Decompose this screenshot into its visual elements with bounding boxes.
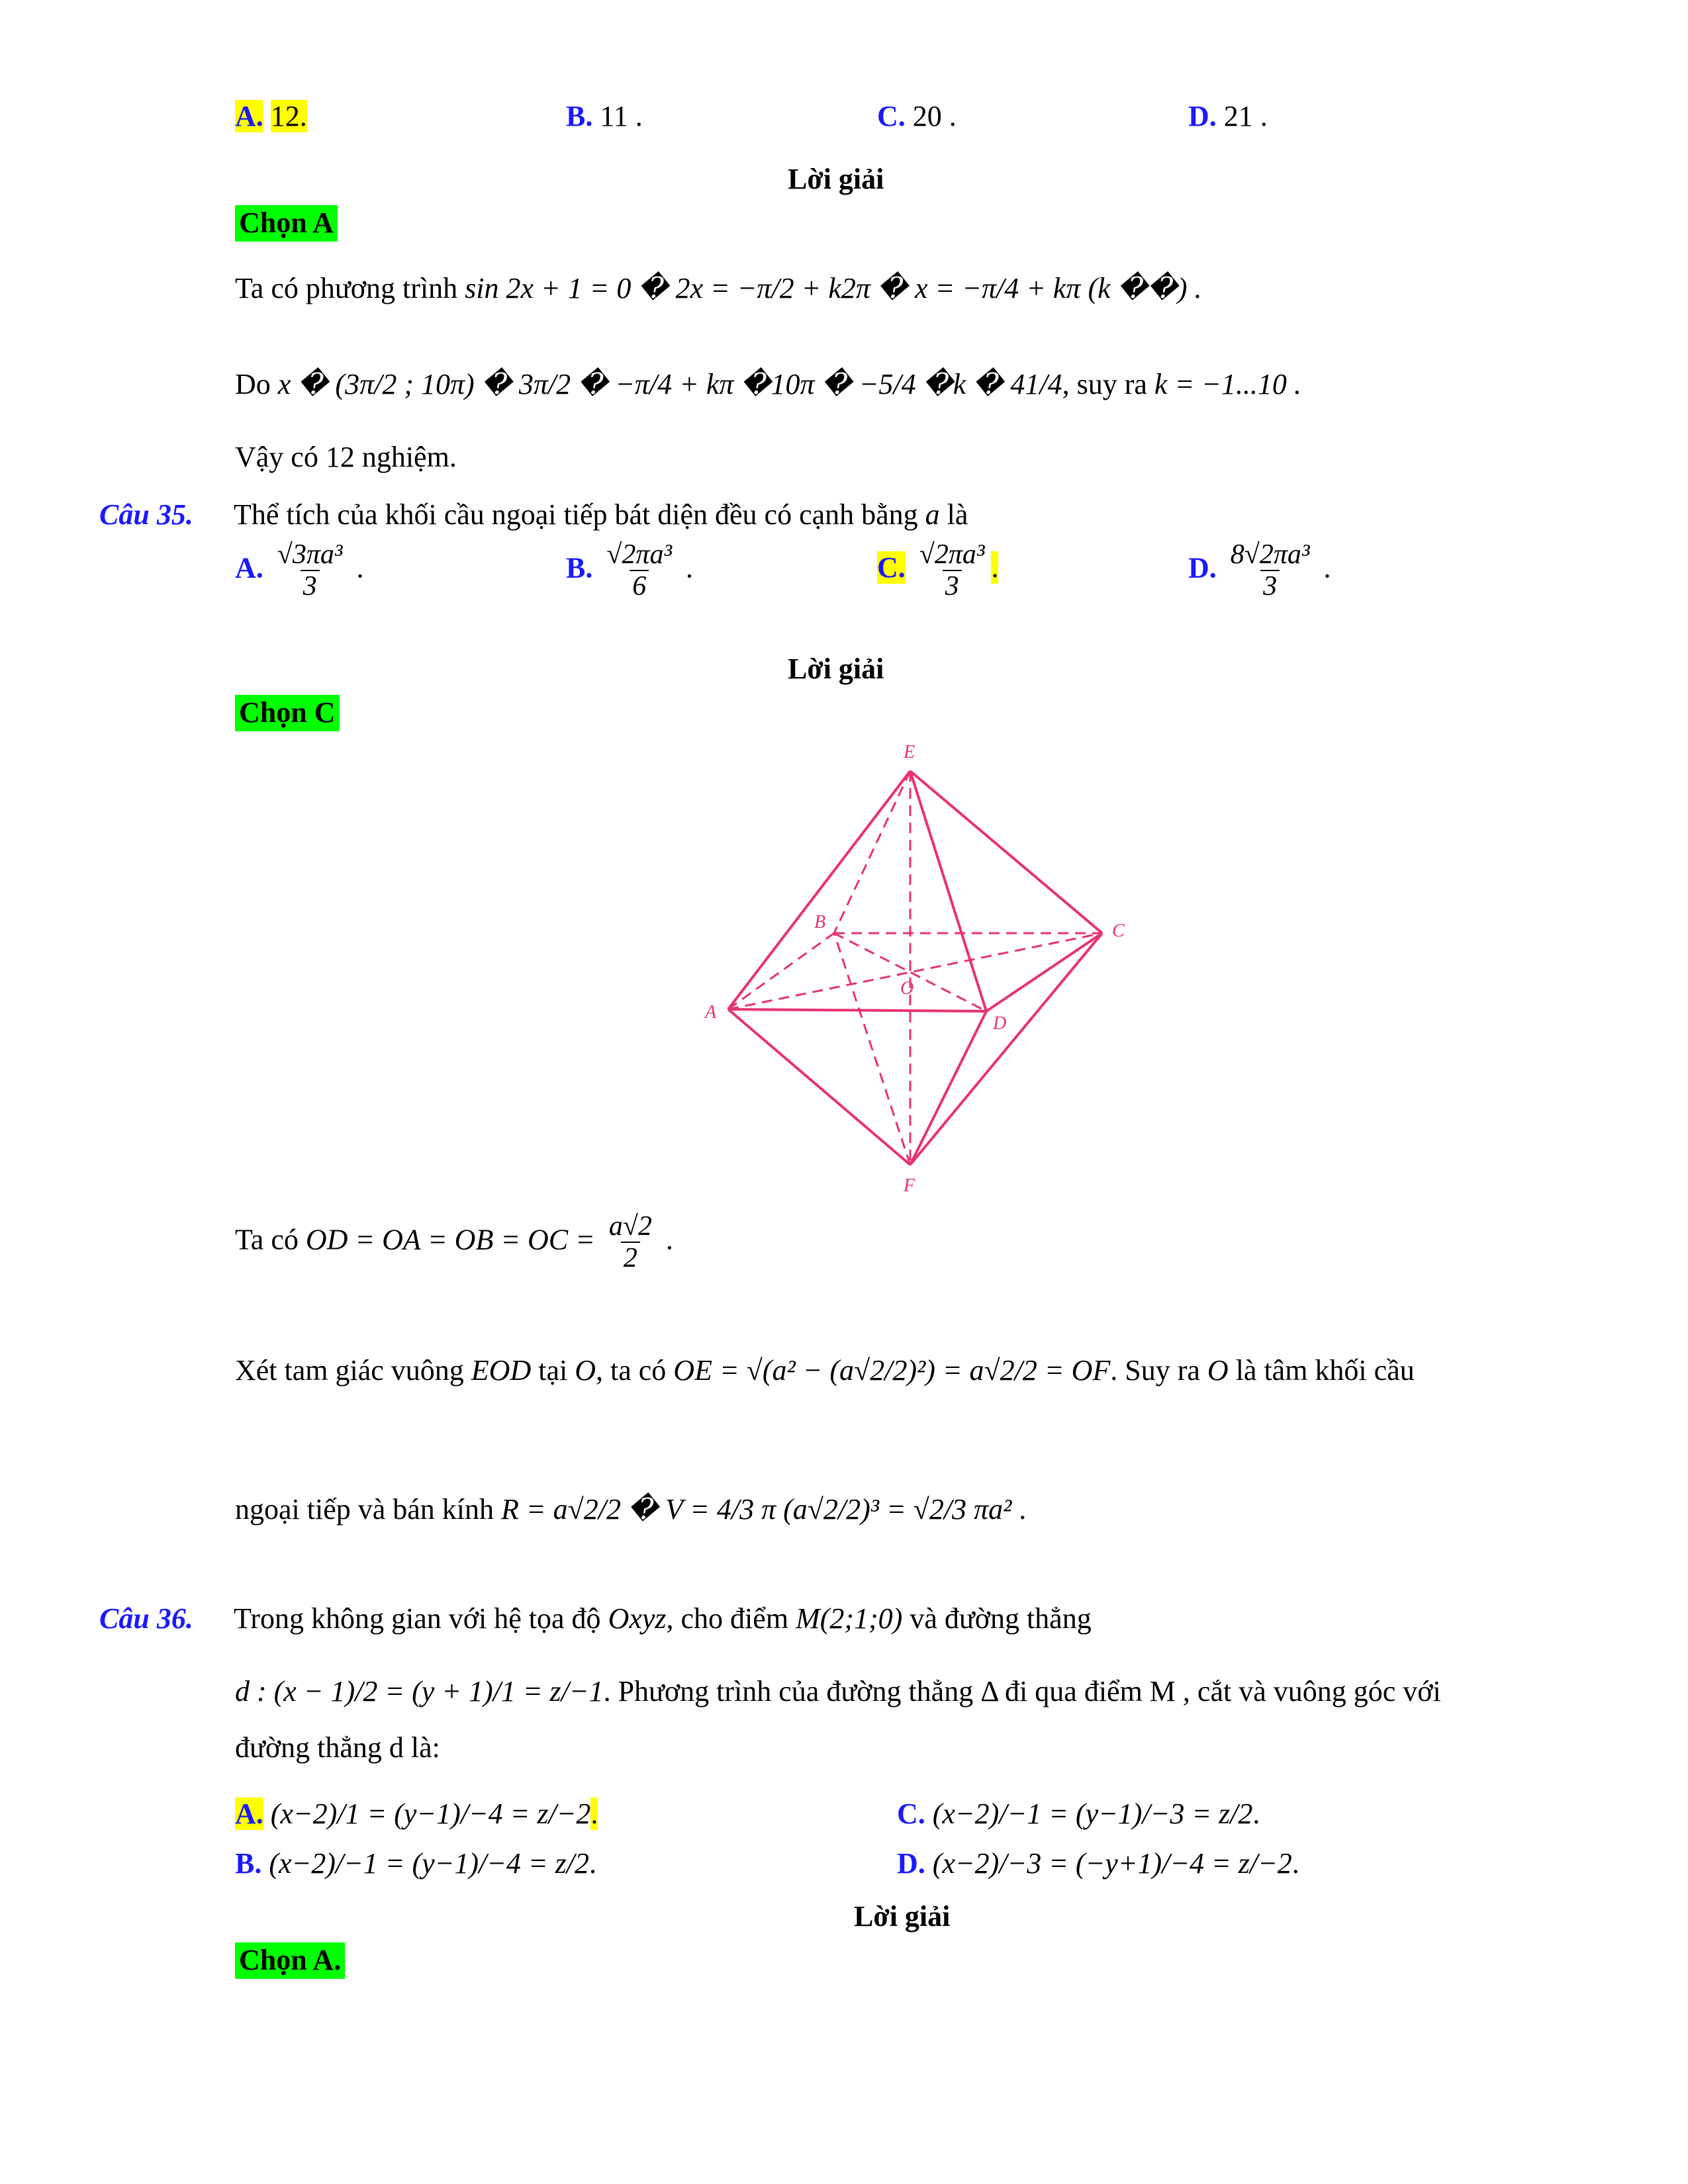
option-value: 21	[1223, 100, 1253, 132]
edge-FA	[728, 1009, 910, 1165]
vertex-label-F: F	[904, 1175, 915, 1196]
q36-solution-heading: Lời giải	[854, 1900, 951, 1933]
edge-DC	[986, 933, 1102, 1011]
option-letter: B.	[235, 1847, 262, 1880]
question-label: Câu 36.	[99, 1602, 193, 1635]
q36-option-a: A. (x−2)/1 = (y−1)/−4 = z/−2.	[235, 1797, 598, 1830]
q36-line2	[235, 1674, 1441, 1709]
q36-choice: Chọn A.	[235, 1942, 345, 1979]
option-letter: C.	[877, 100, 906, 132]
q35-sol-line1: Ta có OD = OA = OB = OC = $\frac{a√2}{2}$ .	[235, 1211, 673, 1274]
math: M(2;1;0)	[796, 1602, 903, 1635]
edge-FC	[910, 933, 1102, 1165]
q34-option-b: B. 11 .	[566, 100, 643, 132]
option-letter: D.	[1188, 100, 1217, 132]
option-equation: (x−2)/−1 = (y−1)/−3 = z/2	[932, 1797, 1253, 1830]
q36-option-b: B. (x−2)/−1 = (y−1)/−4 = z/2.	[235, 1847, 596, 1880]
option-value: 12	[270, 100, 300, 132]
q36-line1	[99, 1602, 1092, 1637]
equation: OD = OA = OB = OC =	[305, 1223, 595, 1256]
equation: OE = √(a² − (a√2/2)²) = a√2/2 = OF	[673, 1354, 1111, 1387]
q34-option-a: A. 12.	[235, 100, 307, 132]
text: tại	[538, 1354, 568, 1387]
option-equation: (x−2)/−3 = (−y+1)/−4 = z/−2	[932, 1847, 1292, 1880]
equation: d : (x − 1)/2 = (y + 1)/1 = z/−1	[235, 1675, 604, 1707]
q35-solution-heading: Lời giải	[788, 653, 884, 685]
edge-FB	[834, 933, 910, 1165]
q35-question	[99, 498, 968, 533]
question-end: là	[947, 498, 968, 531]
text: và đường thẳng	[910, 1602, 1092, 1635]
q34-sol-line2	[235, 367, 1301, 402]
q36-option-c: C. (x−2)/−1 = (y−1)/−3 = z/2.	[897, 1797, 1260, 1830]
vertex-label-E: E	[904, 742, 915, 762]
octahedron-figure	[682, 735, 1145, 1198]
text: Ta có phương trình	[235, 272, 458, 304]
vertex-label-D: D	[993, 1013, 1007, 1034]
text: , cho điểm	[666, 1602, 789, 1635]
q34-sol-line3: Vậy có 12 nghiệm.	[235, 441, 457, 473]
option-fraction: $\frac{\text{√2πa³}}{3}$	[919, 539, 985, 602]
option-equation: (x−2)/1 = (y−1)/−4 = z/−2	[270, 1797, 591, 1830]
text: ngoại tiếp và bán kính	[235, 1493, 494, 1525]
vertex-label-A: A	[705, 1002, 717, 1023]
q34-option-c: C. 20 .	[877, 100, 957, 132]
option-fraction: $\frac{\text{√3πa³}}{3}$	[277, 539, 343, 602]
equation: sin 2x + 1 = 0 � 2x = −π/2 + k2π � x = −π/4 + kπ (k ��) .	[465, 272, 1202, 304]
edge-EB	[834, 771, 910, 933]
option-letter: D.	[897, 1847, 925, 1880]
option-letter: C.	[897, 1797, 925, 1830]
q35-option-a: A. $\frac{\text{√3πa³}}{3}$ .	[235, 539, 364, 602]
text: . Suy ra	[1110, 1354, 1200, 1387]
q35-option-c: C. $\frac{\text{√2πa³}}{3}$ .	[877, 539, 999, 602]
option-letter: B.	[566, 551, 593, 584]
text: , ta có	[596, 1354, 667, 1387]
text: Do	[235, 368, 271, 400]
option-letter: A.	[235, 1797, 263, 1830]
text: là tâm khối cầu	[1235, 1354, 1415, 1387]
math: O	[575, 1354, 596, 1387]
option-fraction: $\frac{\text{√2πa³}}{6}$	[606, 539, 673, 602]
fraction: $\frac{a√2}{2}$	[608, 1211, 652, 1274]
text: , suy ra	[1062, 368, 1147, 400]
q36-option-d: D. (x−2)/−3 = (−y+1)/−4 = z/−2.	[897, 1847, 1299, 1880]
question-label: Câu 35.	[99, 498, 193, 531]
vertex-label-B: B	[814, 912, 826, 933]
q35-sol-line2	[235, 1353, 1415, 1388]
q35-sol-line3: ngoại tiếp và bán kính R = a√2/2 � V = 4/3 π (a√2/2)³ = √2/3 πa² .	[235, 1493, 1027, 1525]
option-fraction: $\frac{\text{8√2πa³}}{3}$	[1230, 539, 1310, 602]
math: EOD	[471, 1354, 532, 1387]
equation: R = a√2/2 � V = 4/3 π (a√2/2)³ = √2/3 πa²	[501, 1493, 1012, 1525]
q34-choice: Chọn A	[235, 205, 338, 242]
equation: k = −1...10 .	[1154, 368, 1301, 400]
vertex-label-C: C	[1112, 921, 1125, 941]
option-letter: A.	[235, 100, 263, 132]
q34-option-d: D. 21 .	[1188, 100, 1268, 132]
text: Trong không gian với hệ tọa độ	[234, 1602, 601, 1635]
q36-line3: đường thẳng d là:	[235, 1731, 440, 1764]
option-equation: (x−2)/−1 = (y−1)/−4 = z/2	[269, 1847, 589, 1880]
q35-choice: Chọn C	[235, 695, 340, 731]
q35-option-d: D. $\frac{\text{8√2πa³}}{3}$ .	[1188, 539, 1331, 602]
text: Xét tam giác vuông	[235, 1354, 464, 1387]
edge-EC	[910, 771, 1102, 933]
text: Ta có	[235, 1223, 299, 1256]
q34-solution-heading: Lời giải	[788, 163, 884, 195]
math: Oxyz	[608, 1602, 667, 1635]
edge-ED	[910, 771, 986, 1011]
q34-sol-line1	[235, 271, 1202, 306]
edge-AD	[728, 1009, 986, 1011]
math: O	[1207, 1354, 1229, 1387]
edge-EA	[728, 771, 910, 1009]
option-letter: B.	[566, 100, 593, 132]
question-var: a	[925, 498, 940, 531]
equation: x � (3π/2 ; 10π) � 3π/2 � −π/4 + kπ �10π � −5/4 �k � 41/4	[277, 368, 1062, 400]
option-letter: C.	[877, 551, 906, 584]
question-text: Thể tích của khối cầu ngoại tiếp bát diện đều có cạnh bằng	[234, 498, 918, 531]
q35-option-b: B. $\frac{\text{√2πa³}}{6}$ .	[566, 539, 694, 602]
vertex-label-O: O	[900, 978, 914, 999]
option-value: 20	[912, 100, 942, 132]
option-letter: D.	[1188, 551, 1217, 584]
option-value: 11	[600, 100, 628, 132]
option-letter: A.	[235, 551, 263, 584]
text: . Phương trình của đường thẳng Δ đi qua điểm M , cắt và vuông góc với	[603, 1675, 1441, 1707]
